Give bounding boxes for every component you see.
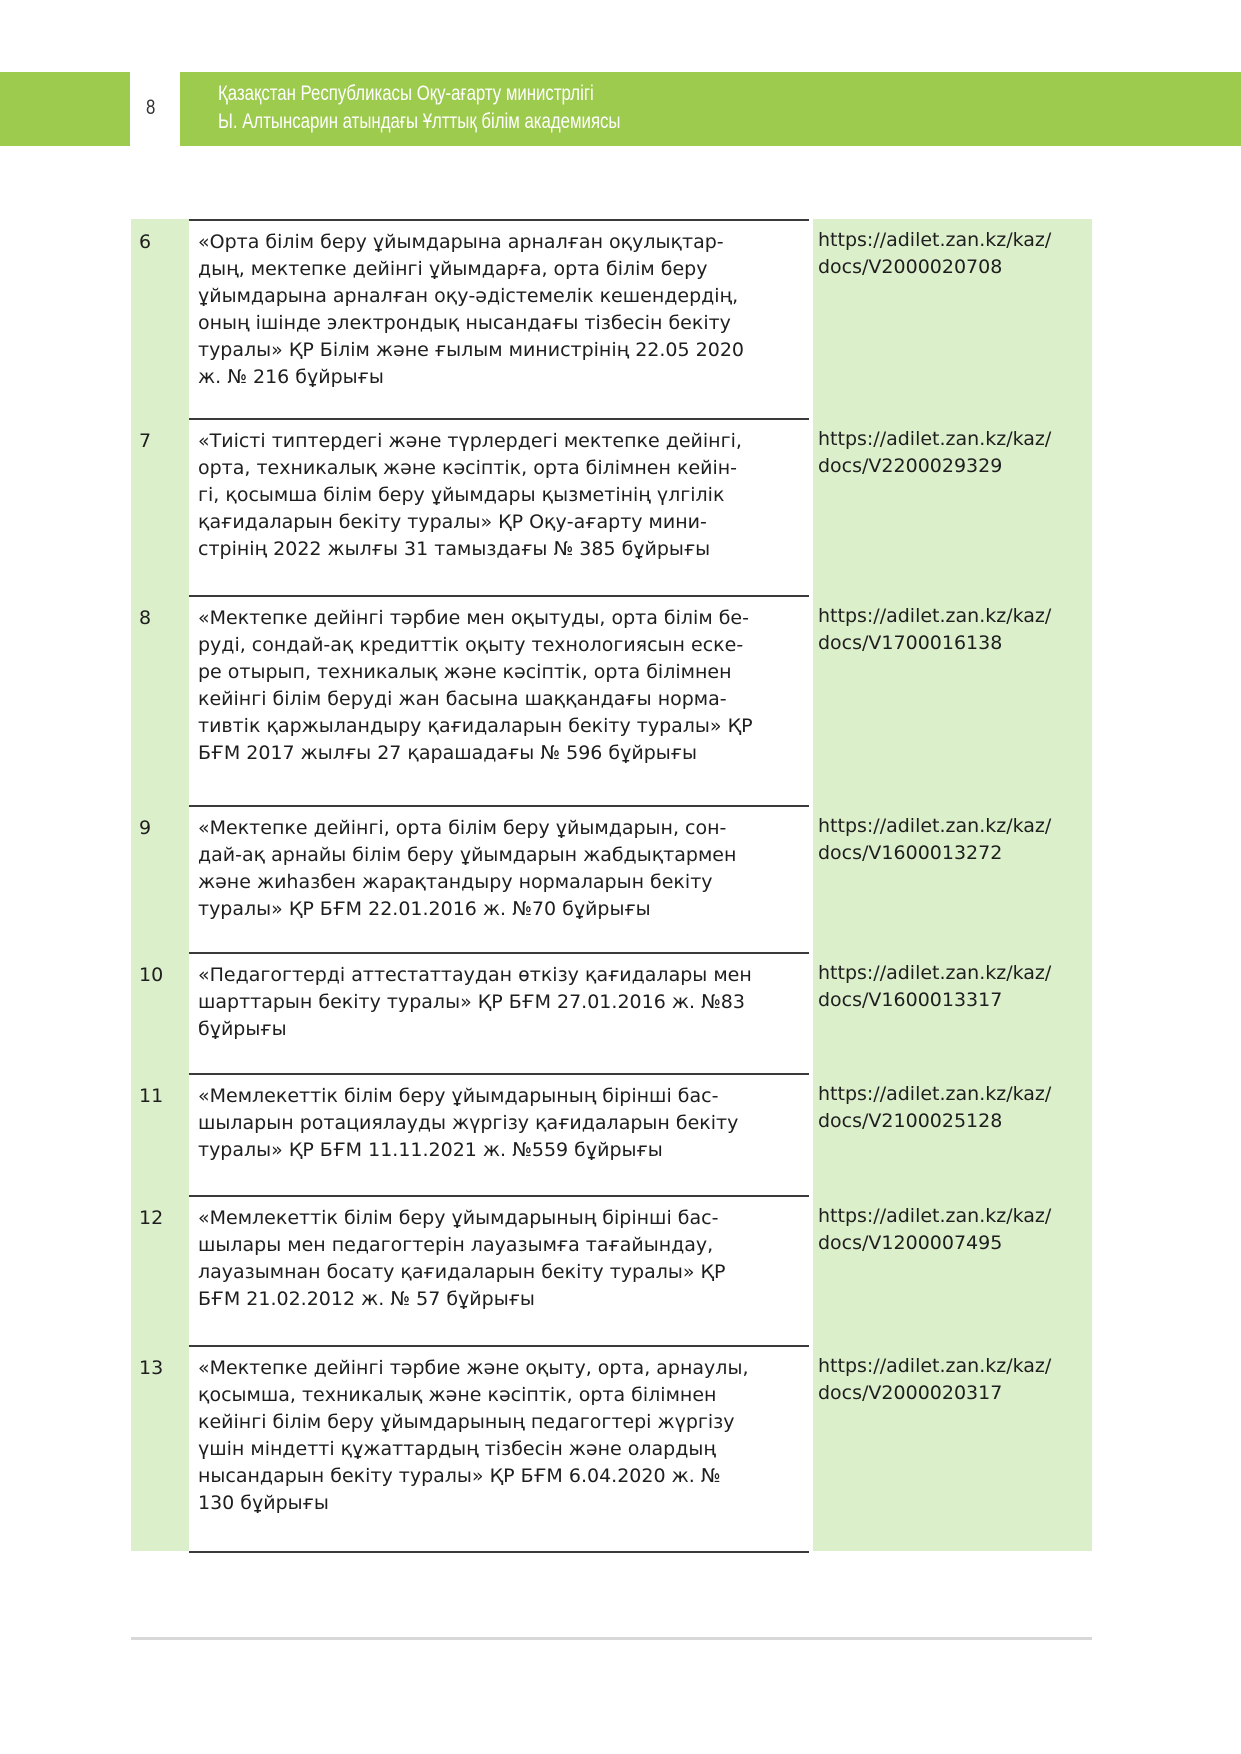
table-row xyxy=(131,418,1092,595)
header-line-ministry: Қазақстан Республикасы Оқу-ағарту министрлігі xyxy=(218,82,594,105)
row-number: 7 xyxy=(131,418,189,595)
row-number: 12 xyxy=(131,1195,189,1345)
table-row xyxy=(131,805,1092,952)
document-link[interactable]: https://adilet.zan.kz/kaz/ docs/V1600013272 xyxy=(809,805,1092,952)
header-line-academy: Ы. Алтынсарин атындағы Ұлттық білім академиясы xyxy=(218,110,621,133)
row-number: 6 xyxy=(131,219,189,418)
table-row xyxy=(131,1073,1092,1195)
document-link[interactable]: https://adilet.zan.kz/kaz/ docs/V1700016138 xyxy=(809,595,1092,805)
table-row xyxy=(131,1195,1092,1345)
page-number: 8 xyxy=(146,96,156,119)
table-row xyxy=(131,595,1092,805)
document-title: «Орта білім беру ұйымдарына арналған оқулықтар- дың, мектепке дейінгі ұйымдарға, орта білім беру ұйымдарына арналған оқу-әдістемелік кешендердің, оның ішінде электрондық нысандағы тізбесін бекіту туралы» ҚР Білім және ғылым министрінің 22.05 2020 ж. № 216 бұйрығы xyxy=(189,219,809,418)
document-link[interactable]: https://adilet.zan.kz/kaz/ docs/V1600013317 xyxy=(809,952,1092,1073)
document-title: «Педагогтерді аттестаттаудан өткізу қағидалары мен шарттарын бекіту туралы» ҚР БҒМ 27.01.2016 ж. №83 бұйрығы xyxy=(189,952,809,1073)
document-link[interactable]: https://adilet.zan.kz/kaz/ docs/V2200029329 xyxy=(809,418,1092,595)
table-row xyxy=(131,952,1092,1073)
row-number: 10 xyxy=(131,952,189,1073)
footer-divider xyxy=(131,1637,1092,1640)
header-title xyxy=(218,80,621,136)
document-title: «Мемлекеттік білім беру ұйымдарының бірінші бас- шылары мен педагогтерін лауазымға тағайындау, лауазымнан босату қағидаларын бекіту туралы» ҚР БҒМ 21.02.2012 ж. № 57 бұйрығы xyxy=(189,1195,809,1345)
document-title: «Мектепке дейінгі, орта білім беру ұйымдарын, сон- дай-ақ арнайы білім беру ұйымдарын жабдықтармен және жиһазбен жарақтандыру нормаларын бекіту туралы» ҚР БҒМ 22.01.2016 ж. №70 бұйрығы xyxy=(189,805,809,952)
table-row xyxy=(131,219,1092,418)
document-title: «Мектепке дейінгі тәрбие мен оқытуды, орта білім бе- руді, сондай-ақ кредиттік оқыту технологиясын ескe- ре отырып, техникалық және кәсіптік, орта білімнен кейінгі білім беруді жан басына шаққандағы норма- тивтік қаржыландыру қағидаларын бекіту туралы» ҚР БҒМ 2017 жылғы 27 қарашадағы № 596 бұйрығы xyxy=(189,595,809,805)
row-number: 11 xyxy=(131,1073,189,1195)
document-link[interactable]: https://adilet.zan.kz/kaz/ docs/V1200007495 xyxy=(809,1195,1092,1345)
document-title: «Тиісті типтердегі және түрлердегі мектепке дейінгі, орта, техникалық және кәсіптік, орта білімнен кейін- гі, қосымша білім беру ұйымдары қызметінің үлгілік қағидаларын бекіту туралы» ҚР Оқу-ағарту мини- стрінің 2022 жылғы 31 тамыздағы № 385 бұйрығы xyxy=(189,418,809,595)
header-left-band xyxy=(0,72,130,146)
document-title: «Мектепке дейінгі тәрбие және оқыту, орта, арнаулы, қосымша, техникалық және кәсіптік, орта білімнен кейінгі білім беру ұйымдарының педагогтері жүргізу үшін міндетті құжаттардың тізбесін және олардың нысандарын бекіту туралы» ҚР БҒМ 6.04.2020 ж. № 130 бұйрығы xyxy=(189,1345,809,1551)
document-link[interactable]: https://adilet.zan.kz/kaz/ docs/V2100025128 xyxy=(809,1073,1092,1195)
table-bottom-border xyxy=(189,1551,809,1553)
regulations-table xyxy=(131,219,1092,1551)
row-number: 9 xyxy=(131,805,189,952)
table-row xyxy=(131,1345,1092,1551)
document-title: «Мемлекеттік білім беру ұйымдарының бірінші бас- шыларын ротациялауды жүргізу қағидаларын бекіту туралы» ҚР БҒМ 11.11.2021 ж. №559 бұйрығы xyxy=(189,1073,809,1195)
document-link[interactable]: https://adilet.zan.kz/kaz/ docs/V2000020708 xyxy=(809,219,1092,418)
document-link[interactable]: https://adilet.zan.kz/kaz/ docs/V2000020317 xyxy=(809,1345,1092,1551)
row-number: 13 xyxy=(131,1345,189,1551)
row-number: 8 xyxy=(131,595,189,805)
